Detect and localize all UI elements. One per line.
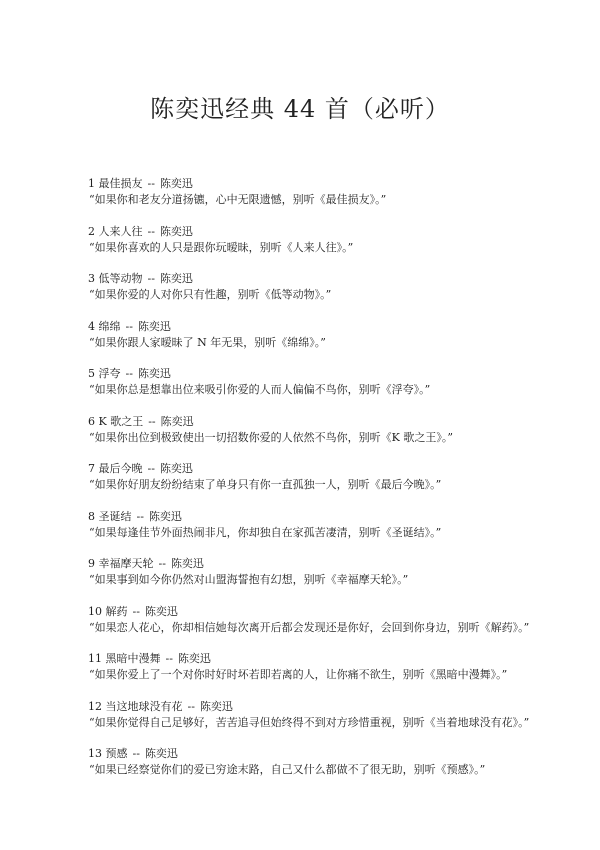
song-title: 幸福摩天轮 — [98, 557, 154, 570]
song-heading — [88, 366, 588, 382]
separator: -- — [165, 652, 173, 665]
song-heading — [88, 509, 588, 525]
song-number: 1 — [88, 177, 95, 190]
list-item — [88, 176, 588, 224]
song-quote: “如果你出位到极致使出一切招数你爱的人依然不鸟你，别听《K 歌之王》。” — [89, 430, 453, 444]
list-item — [88, 746, 588, 794]
separator: -- — [132, 604, 140, 618]
song-quote: “如果你爱的人对你只有性趣，别听《低等动物》。” — [89, 288, 332, 301]
list-item — [88, 651, 588, 699]
separator: -- — [125, 319, 133, 333]
song-number: 12 — [88, 699, 102, 713]
list-item — [88, 414, 588, 462]
song-title: K 歌之王 — [98, 414, 144, 428]
song-heading — [88, 556, 588, 572]
song-heading — [88, 604, 588, 620]
separator: -- — [147, 224, 155, 238]
song-artist: 陈奕迅 — [159, 177, 193, 190]
song-title: 预感 — [105, 747, 128, 760]
song-artist: 陈奕迅 — [144, 747, 178, 760]
list-item — [88, 271, 588, 319]
song-quote: “如果事到如今你仍然对山盟海誓抱有幻想，别听《幸福摩天轮》。” — [89, 573, 409, 586]
song-heading — [88, 414, 588, 430]
song-title: 人来人往 — [98, 224, 143, 238]
song-number: 6 — [88, 414, 95, 428]
song-title: 绵绵 — [98, 319, 121, 333]
song-number: 8 — [88, 509, 95, 523]
song-title: 圣诞结 — [98, 509, 132, 523]
song-artist: 陈奕迅 — [148, 509, 182, 523]
song-title: 黑暗中漫舞 — [105, 652, 161, 665]
song-title: 浮夸 — [98, 367, 121, 380]
song-artist: 陈奕迅 — [160, 414, 194, 428]
song-number: 2 — [88, 224, 95, 238]
song-heading — [88, 651, 588, 667]
song-title: 解药 — [105, 604, 128, 618]
song-title: 当这地球没有花 — [105, 699, 183, 713]
separator: -- — [147, 272, 155, 285]
song-artist: 陈奕迅 — [137, 367, 171, 380]
song-artist: 陈奕迅 — [159, 272, 193, 285]
song-artist: 陈奕迅 — [159, 462, 193, 475]
list-item — [88, 604, 588, 652]
song-title: 最后今晚 — [98, 462, 143, 475]
song-number: 13 — [88, 747, 102, 760]
separator: -- — [136, 509, 144, 523]
song-artist: 陈奕迅 — [144, 604, 178, 618]
song-heading — [88, 224, 588, 240]
song-quote: “如果你总是想靠出位来吸引你爱的人而人偏偏不鸟你，别听《浮夸》。” — [89, 383, 431, 396]
list-item — [88, 319, 588, 367]
song-number: 3 — [88, 272, 95, 285]
song-artist: 陈奕迅 — [159, 224, 193, 238]
song-number: 7 — [88, 462, 95, 475]
song-number: 4 — [88, 319, 95, 333]
song-quote: “如果你喜欢的人只是跟你玩暧昧，别听《人来人往》。” — [89, 240, 354, 254]
song-quote: “如果你爱上了一个对你时好时坏若即若离的人，让你痛不欲生，别听《黑暗中漫舞》。” — [89, 668, 508, 681]
separator: -- — [132, 747, 140, 760]
song-number: 10 — [88, 604, 102, 618]
list-item — [88, 224, 588, 272]
song-number: 9 — [88, 557, 95, 570]
list-item — [88, 509, 588, 557]
song-title: 最佳损友 — [98, 177, 143, 190]
song-heading — [88, 746, 588, 762]
song-quote: “如果每逢佳节外面热闹非凡，你却独自在家孤苦凄清，别听《圣诞结》。” — [89, 525, 442, 539]
song-heading — [88, 271, 588, 287]
song-quote: “如果已经察觉你们的爱已穷途末路，自己又什么都做不了很无助，别听《预感》。” — [89, 763, 486, 776]
song-quote: “如果你觉得自己足够好，苦苦追寻但始终得不到对方珍惜重视，别听《当着地球没有花》。” — [89, 715, 530, 729]
list-item — [88, 556, 588, 604]
song-quote: “如果恋人花心，你却相信她每次离开后都会发现还是你好，会回到你身边，别听《解药》。” — [89, 620, 530, 634]
song-heading — [88, 461, 588, 477]
separator: -- — [147, 177, 155, 190]
song-quote: “如果你好朋友纷纷结束了单身只有你一直孤独一人，别听《最后今晚》。” — [89, 478, 442, 491]
separator: -- — [125, 367, 133, 380]
separator: -- — [148, 414, 156, 428]
song-heading — [88, 319, 588, 335]
song-list — [88, 176, 588, 794]
song-title: 低等动物 — [98, 272, 143, 285]
list-item — [88, 366, 588, 414]
song-artist: 陈奕迅 — [199, 699, 233, 713]
song-number: 11 — [88, 652, 102, 665]
song-artist: 陈奕迅 — [177, 652, 211, 665]
document-title: 陈奕迅经典 44 首（必听） — [150, 95, 450, 123]
song-number: 5 — [88, 367, 95, 380]
song-artist: 陈奕迅 — [170, 557, 204, 570]
song-heading — [88, 699, 588, 715]
song-quote: “如果你和老友分道扬镳，心中无限遗憾，别听《最佳损友》。” — [89, 193, 387, 206]
song-quote: “如果你跟人家暧昧了 N 年无果，别听《绵绵》。” — [89, 335, 326, 349]
song-heading — [88, 176, 588, 192]
separator: -- — [187, 699, 195, 713]
list-item — [88, 461, 588, 509]
song-artist: 陈奕迅 — [137, 319, 171, 333]
separator: -- — [147, 462, 155, 475]
list-item — [88, 699, 588, 747]
separator: -- — [158, 557, 166, 570]
